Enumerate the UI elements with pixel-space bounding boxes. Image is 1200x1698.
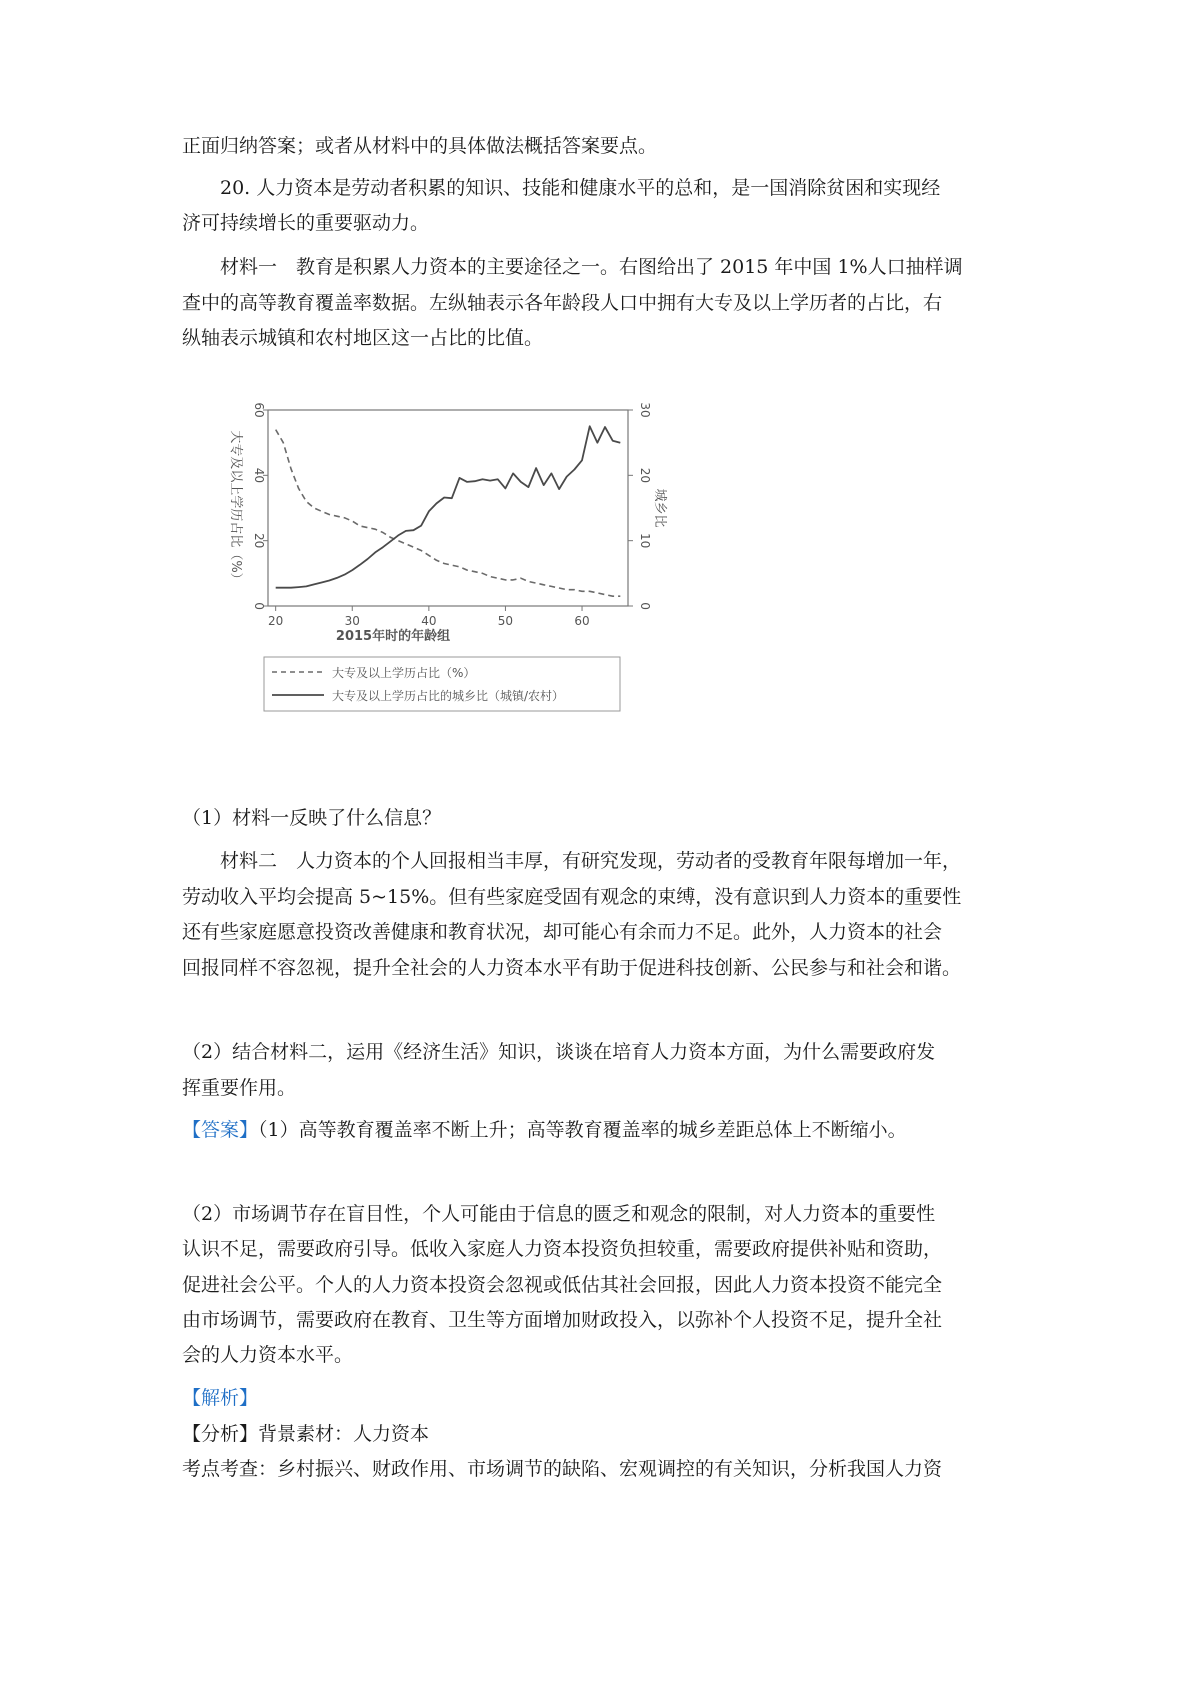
plot-frame (268, 410, 628, 606)
y-right-label: 城乡比 (652, 488, 667, 528)
answer-tag: 【答案】 (182, 1119, 259, 1141)
answer-2-line4: 由市场调节，需要政府在教育、卫生等方面增加财政投入，以弥补个人投资不足，提升全社 (182, 1309, 943, 1331)
x-axis-label: 2015年时的年龄组 (335, 629, 451, 644)
material-1-line2: 查中的高等教育覆盖率数据。左纵轴表示各年龄段人口中拥有大专及以上学历者的占比，右 (182, 292, 943, 314)
x-tick-label: 40 (421, 614, 437, 628)
material-2-line4: 回报同样不容忽视，提升全社会的人力资本水平有助于促进科技创新、公民参与和社会和谐。 (182, 957, 962, 979)
analysis-knowledge-points: 考点考查：乡村振兴、财政作用、市场调节的缺陷、宏观调控的有关知识，分析我国人力资 (182, 1458, 943, 1480)
y-right-tick-label: 0 (638, 602, 652, 610)
answer-2-line3: 促进社会公平。个人的人力资本投资会忽视或低估其社会回报，因此人力资本投资不能完全 (182, 1274, 943, 1296)
education-coverage-chart (228, 400, 680, 772)
answer-2-line2: 认识不足，需要政府引导。低收入家庭人力资本投资负担较重，需要政府提供补贴和资助， (182, 1238, 943, 1260)
x-tick-label: 20 (268, 614, 284, 628)
analysis-background: 【分析】背景素材：人力资本 (182, 1423, 430, 1445)
legend (264, 657, 620, 711)
question-20-line1: 20. 人力资本是劳动者积累的知识、技能和健康水平的总和，是一国消除贫困和实现经 (220, 177, 941, 199)
answer-line (182, 1116, 907, 1144)
question-20-line2: 济可持续增长的重要驱动力。 (182, 212, 430, 234)
y-left-label: 大专及以上学历占比（%） (228, 430, 243, 586)
material-1-line1: 材料一 教育是积累人力资本的主要途径之一。右图给出了 2015 年中国 1%人口抽样调 (220, 256, 963, 278)
legend-label-ratio: 大专及以上学历占比的城乡比（城镇/农村） (332, 689, 565, 703)
question-2-line2: 挥重要作用。 (182, 1077, 297, 1099)
y-left-tick-label: 60 (252, 402, 266, 418)
x-tick-label: 50 (497, 614, 514, 628)
y-right-tick-label: 20 (638, 467, 652, 483)
x-tick-label: 60 (574, 614, 590, 628)
answer-2-line5: 会的人力资本水平。 (182, 1344, 354, 1366)
question-1: （1）材料一反映了什么信息？ (182, 807, 442, 829)
y-left-tick-label: 0 (252, 602, 266, 610)
y-right-tick-label: 10 (638, 533, 652, 549)
analysis-tag: 【解析】 (182, 1387, 259, 1409)
answer-2-line1: （2）市场调节存在盲目性，个人可能由于信息的匮乏和观念的限制，对人力资本的重要性 (182, 1203, 936, 1225)
material-1-line3: 纵轴表示城镇和农村地区这一占比的比值。 (182, 327, 544, 349)
chart-svg (228, 400, 680, 772)
material-2-line1: 材料二 人力资本的个人回报相当丰厚，有研究发现，劳动者的受教育年限每增加一年， (220, 850, 962, 872)
paragraph-intro-end: 正面归纳答案；或者从材料中的具体做法概括答案要点。 (182, 135, 658, 157)
y-right-tick-label: 30 (638, 402, 652, 418)
question-2-line1: （2）结合材料二，运用《经济生活》知识，谈谈在培育人力资本方面，为什么需要政府发 (182, 1041, 936, 1063)
y-left-tick-label: 20 (252, 533, 266, 549)
material-2-line3: 还有些家庭愿意投资改善健康和教育状况，却可能心有余而力不足。此外，人力资本的社会 (182, 921, 943, 943)
legend-label-share: 大专及以上学历占比（%） (332, 666, 476, 680)
y-left-tick-label: 40 (252, 467, 266, 483)
series-line-share (276, 430, 621, 597)
answer-1: （1）高等教育覆盖率不断上升；高等教育覆盖率的城乡差距总体上不断缩小。 (258, 1119, 907, 1141)
series-line-urban-rural-ratio (276, 426, 621, 587)
x-tick-label: 30 (344, 614, 360, 628)
material-2-line2: 劳动收入平均会提高 5~15%。但有些家庭受固有观念的束缚，没有意识到人力资本的重要性 (182, 886, 962, 908)
